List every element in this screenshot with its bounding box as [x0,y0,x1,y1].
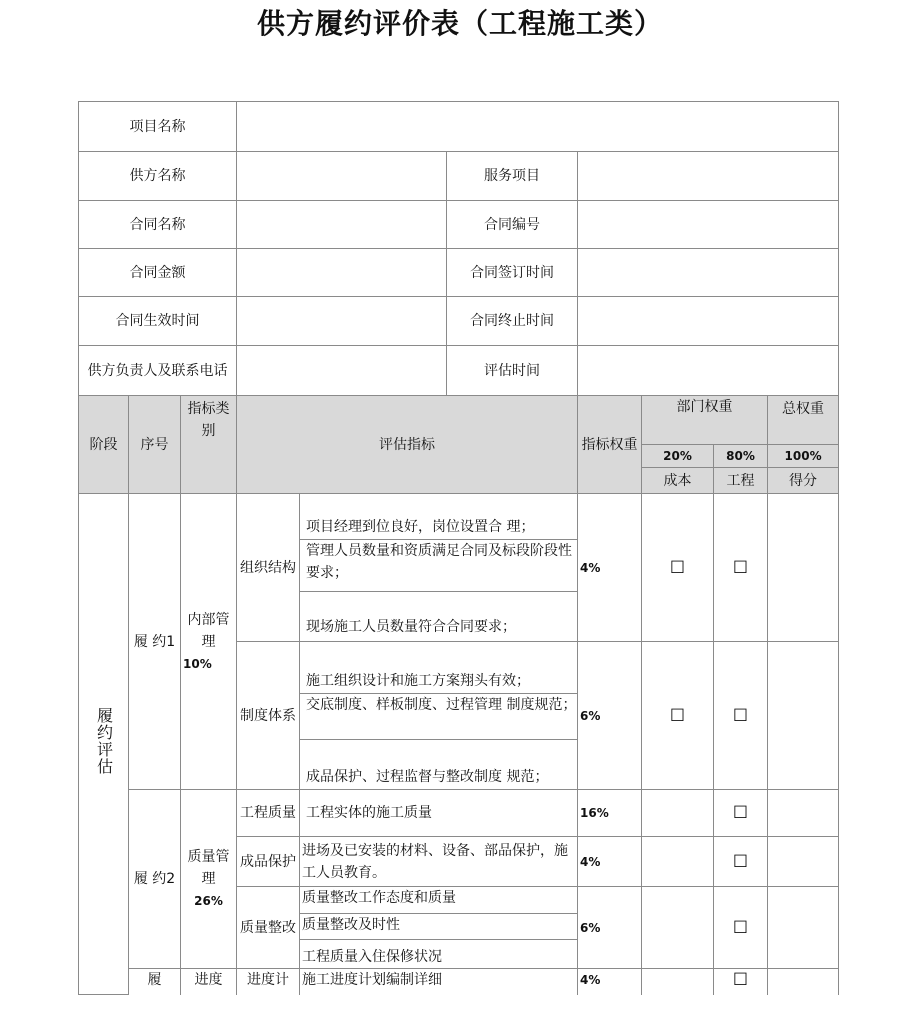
label-project-name: 项目名称 [79,102,237,152]
weight-g3: 4% [578,969,642,995]
header-stage: 阶段 [79,396,129,494]
stage-label: 履约评估 [94,706,114,775]
checkbox-eng-g2-r3[interactable]: ☐ [714,887,768,969]
header-total-weight: 总权重 [768,396,839,445]
value-effective-date[interactable] [237,297,447,346]
score-g3[interactable] [768,969,839,995]
header-pct-total: 100% [768,445,839,468]
score-g2-r1[interactable] [768,790,839,837]
checkbox-eng-g1-r1[interactable]: ☐ [714,494,768,642]
item-g3: 施工进度计划编制详细 [300,969,578,995]
header-seq: 序号 [129,396,181,494]
item-g1-r1-2: 管理人员数量和资质满足合同及标段阶段性要求； [300,540,577,592]
label-contract-amount: 合同金额 [79,249,237,297]
cost-g3[interactable] [642,969,714,995]
category-g2 [181,790,237,969]
value-project-name[interactable] [237,102,839,152]
checkbox-eng-g2-r2[interactable]: ☐ [714,837,768,887]
weight-g2-r2: 4% [578,837,642,887]
score-g1-r2[interactable] [768,642,839,790]
item-g2-r3-3: 工程质量入住保修状况 [302,949,443,965]
label-end-date: 合同终止时间 [447,297,578,346]
label-sign-date: 合同签订时间 [447,249,578,297]
item-g1-r1-3: 现场施工人员数量符合合同要求； [306,619,517,635]
value-contact[interactable] [237,346,447,396]
value-supplier-name[interactable] [237,152,447,201]
weight-g1-r1: 4% [578,494,642,642]
header-weight: 指标权重 [578,396,642,494]
sub-g2-r2: 成品保护 [237,837,300,887]
header-eng: 工程 [714,468,768,494]
category-g2-name: 质量管理 [187,849,230,887]
weight-g1-r2: 6% [578,642,642,790]
cost-g2-r1[interactable] [642,790,714,837]
label-effective-date: 合同生效时间 [79,297,237,346]
item-g1-r2-3: 成品保护、过程监督与整改制度 规范； [306,769,549,785]
checkbox-cost-g1-r2[interactable]: ☐ [642,642,714,790]
items-g1-r1 [300,494,578,642]
item-g2-r2: 进场及已安装的材料、设备、部品保护，施工人员教育。 [300,837,578,887]
items-g1-r2 [300,642,578,790]
weight-g2-r1: 16% [578,790,642,837]
value-contract-no[interactable] [578,201,839,249]
sub-g2-r1: 工程质量 [237,790,300,837]
cost-g2-r3[interactable] [642,887,714,969]
evaluation-table [78,101,839,995]
cost-g2-r2[interactable] [642,837,714,887]
score-g2-r2[interactable] [768,837,839,887]
value-sign-date[interactable] [578,249,839,297]
header-pct-cost: 20% [642,445,714,468]
label-contract-no: 合同编号 [447,201,578,249]
label-supplier-name: 供方名称 [79,152,237,201]
seq-g1: 履 约1 [129,494,181,790]
item-g1-r1-1: 项目经理到位良好，岗位设置合 理； [300,494,577,540]
header-score: 得分 [768,468,839,494]
value-service-item[interactable] [578,152,839,201]
sub-g3: 进度计 [237,969,300,995]
seq-g2: 履 约2 [129,790,181,969]
value-contract-name[interactable] [237,201,447,249]
header-pct-eng: 80% [714,445,768,468]
checkbox-eng-g3[interactable]: ☐ [714,969,768,995]
stage-cell [79,494,129,995]
item-g1-r2-2: 交底制度、样板制度、过程管理 制度规范； [300,694,577,740]
score-g1-r1[interactable] [768,494,839,642]
sub-g1-r2: 制度体系 [237,642,300,790]
items-g2-r3 [300,887,578,969]
header-indicator: 评估指标 [237,396,578,494]
sub-g1-r1: 组织结构 [237,494,300,642]
category-g2-pct: 26% [194,894,223,908]
label-service-item: 服务项目 [447,152,578,201]
label-eval-date: 评估时间 [447,346,578,396]
category-g1-name: 内部管理 [187,611,230,650]
value-eval-date[interactable] [578,346,839,396]
item-g2-r3-2: 质量整改及时性 [300,914,577,940]
label-contract-name: 合同名称 [79,201,237,249]
category-g3: 进度 [181,969,237,995]
header-category: 指标类别 [181,396,237,494]
checkbox-eng-g1-r2[interactable]: ☐ [714,642,768,790]
header-dept-weight: 部门权重 [642,396,768,445]
category-g1-pct: 10% [183,656,212,671]
value-contract-amount[interactable] [237,249,447,297]
score-g2-r3[interactable] [768,887,839,969]
weight-g2-r3: 6% [578,887,642,969]
seq-g3: 履 [129,969,181,995]
category-g1 [181,494,237,790]
value-end-date[interactable] [578,297,839,346]
item-g2-r3-1: 质量整改工作态度和质量 [300,887,577,914]
header-cost: 成本 [642,468,714,494]
sub-g2-r3: 质量整改 [237,887,300,969]
label-contact: 供方负责人及联系电话 [79,346,237,396]
item-g1-r2-1: 施工组织设计和施工方案翔头有效； [300,642,577,694]
checkbox-cost-g1-r1[interactable]: ☐ [642,494,714,642]
item-g2-r1: 工程实体的施工质量 [300,790,578,837]
page-title: 供方履约评价表（工程施工类） [256,7,663,40]
checkbox-eng-g2-r1[interactable]: ☐ [714,790,768,837]
